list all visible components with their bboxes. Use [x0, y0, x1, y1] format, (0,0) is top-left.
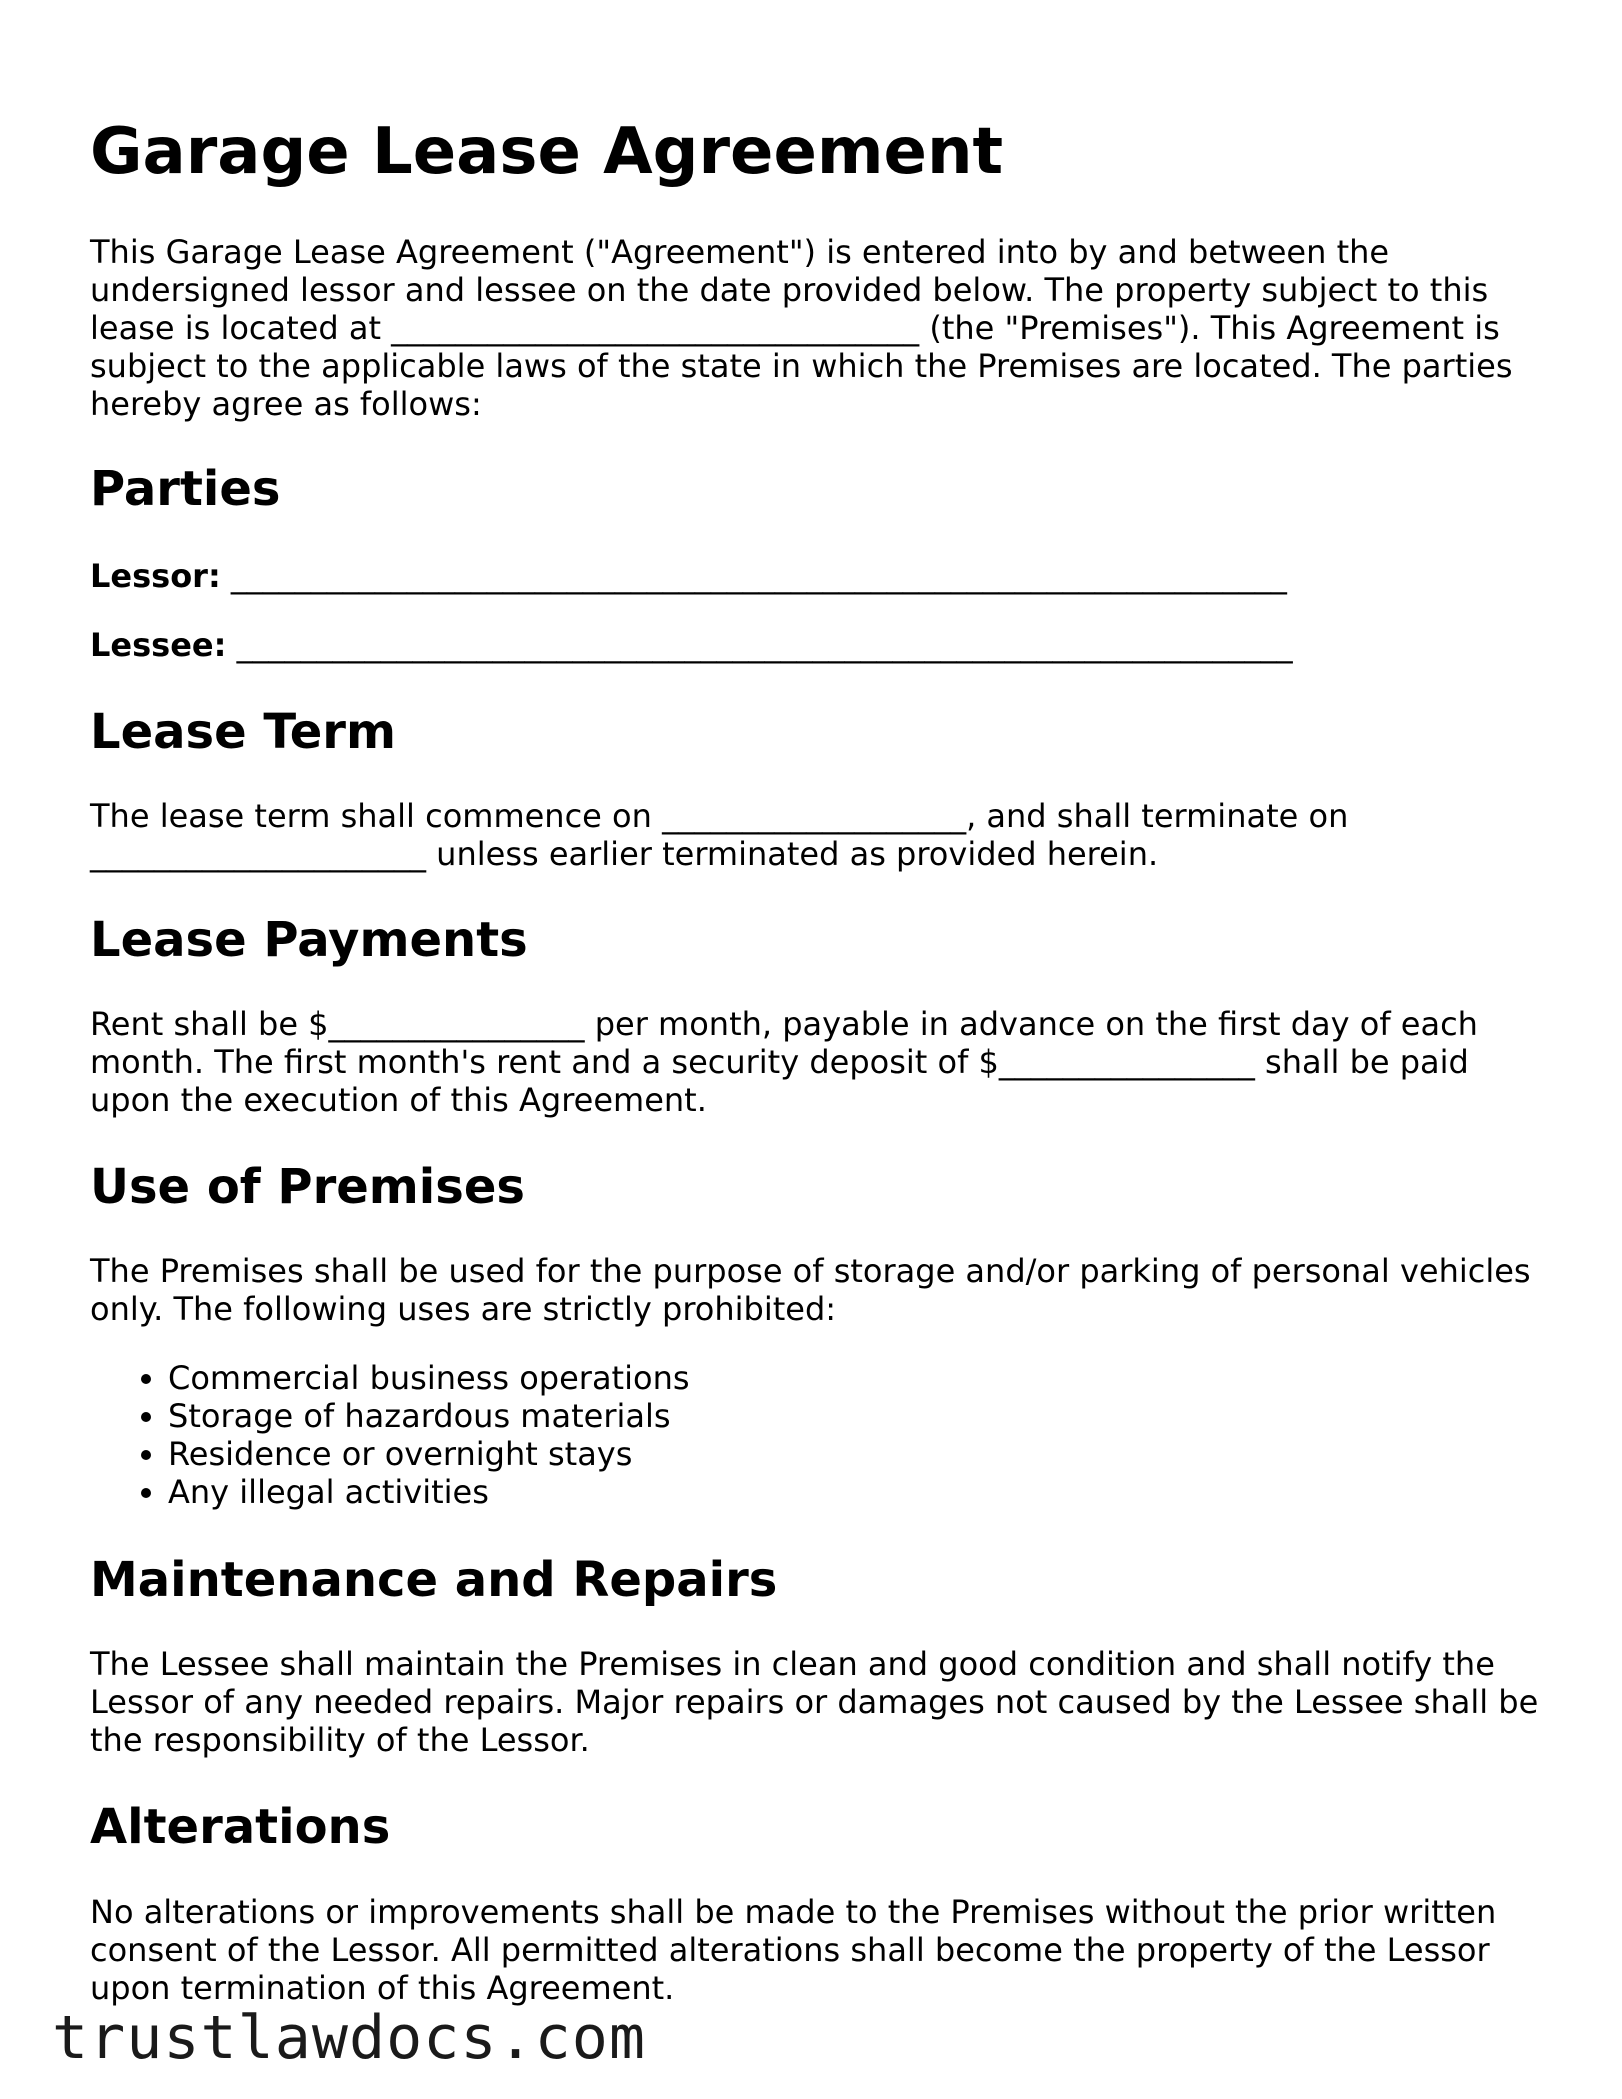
parties-heading: Parties	[90, 461, 281, 517]
maintenance-paragraph: The Lessee shall maintain the Premises in clean and good condition and shall notify the Lessor of any needed repairs. Major repairs or damages not caused by the Lessee shall be the responsibility of the Lessor.	[90, 1645, 1539, 1759]
use-of-premises-heading: Use of Premises	[90, 1159, 525, 1215]
lessee-blank: __________________________________________________________________	[236, 626, 1293, 664]
lessor-label: Lessor:	[90, 557, 221, 595]
use-of-premises-paragraph: The Premises shall be used for the purpose of storage and/or parking of personal vehicles only. The following uses are strictly prohibited:	[90, 1252, 1531, 1328]
lease-payments-paragraph: Rent shall be $________________ per month, payable in advance on the first day of each month. The first month's rent and a security deposit of $________________ shall be paid upon the execution of this Agreement.	[90, 1005, 1478, 1119]
intro-paragraph: This Garage Lease Agreement ("Agreement") is entered into by and between the undersigned lessor and lessee on the date provided below. The property subject to this lease is located at _________________________________ (the "Premises"). This Agreement is subject to the applicable laws of the state in which the Premises are located. The parties hereby agree as follows:	[90, 233, 1513, 423]
list-item: • Any illegal activities	[168, 1473, 690, 1511]
list-item: • Commercial business operations	[168, 1359, 690, 1397]
document-title: Garage Lease Agreement	[90, 115, 1004, 189]
list-item: • Storage of hazardous materials	[168, 1397, 690, 1435]
lease-term-heading: Lease Term	[90, 704, 396, 760]
lessor-field	[90, 557, 1287, 595]
watermark-text: trustlawdocs.com	[52, 2003, 646, 2073]
alterations-paragraph: No alterations or improvements shall be made to the Premises without the prior written consent of the Lessor. All permitted alterations shall become the property of the Lessor upon termination of this Agreement.	[90, 1893, 1497, 2007]
lease-payments-heading: Lease Payments	[90, 912, 528, 968]
list-item: • Residence or overnight stays	[168, 1435, 690, 1473]
lessee-label: Lessee:	[90, 626, 227, 664]
lessor-blank: __________________________________________________________________	[230, 557, 1287, 595]
maintenance-heading: Maintenance and Repairs	[90, 1552, 778, 1608]
prohibited-uses-list	[90, 1359, 690, 1511]
lessee-field	[90, 626, 1293, 664]
alterations-heading: Alterations	[90, 1799, 391, 1855]
lease-term-paragraph: The lease term shall commence on ___________________, and shall terminate on _____________________ unless earlier terminated as provided herein.	[90, 797, 1349, 873]
